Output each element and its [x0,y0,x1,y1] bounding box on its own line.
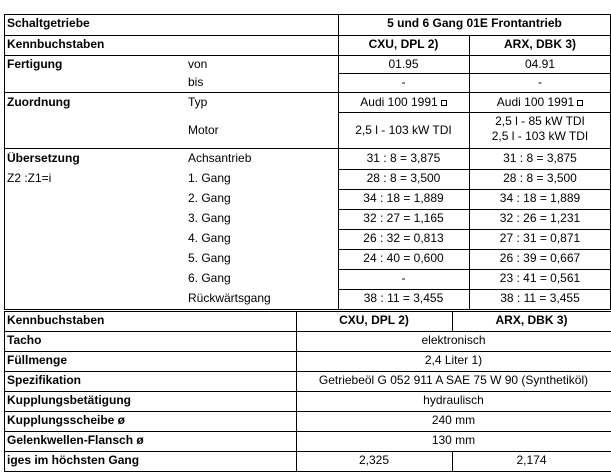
spec-row-label: Tacho [7,334,42,347]
grid-line [4,148,611,149]
grid-line [4,311,5,471]
grid-line [338,189,611,190]
grid-line [452,451,453,471]
grid-line [4,331,611,332]
zuordnung-typ-col1-text: Audi 100 1991 [360,96,438,109]
spec-row-label: Spezifikation [7,374,82,387]
ratio-col1: 24 : 40 = 0,600 [363,252,444,265]
gear-label: 6. Gang [188,272,231,285]
gear-label: Rückwärtsgang [188,292,271,305]
ratio-col1: 38 : 11 = 3,455 [363,292,444,305]
grid-line [4,14,611,15]
spec-row-value: elektronisch [421,334,486,347]
grid-line [338,112,611,113]
grid-line [4,411,611,412]
table1-header-col2: ARX, DBK 3) [503,38,576,51]
ratio-col2: 32 : 26 = 1,231 [499,212,581,225]
grid-line [4,35,611,36]
zuordnung-motor-col2-line1: 2,5 l - 85 kW TDI [495,115,585,128]
table2-header-col1: CXU, DPL 2) [339,314,409,327]
footnote-box-icon [441,100,447,106]
grid-line [4,471,611,472]
table1-header-label: Kennbuchstaben [7,38,105,51]
grid-line [469,35,470,309]
ratio-col1: 31 : 8 = 3,875 [366,152,441,165]
table1-header-col1: CXU, DPL 2) [368,38,439,51]
table2-header-col2: ARX, DBK 3) [495,314,568,327]
ratio-col2: 31 : 8 = 3,875 [503,152,577,165]
fertigung-sub-bis: bis [188,76,204,89]
grid-line [4,92,611,93]
grid-line [338,73,611,74]
gear-label: Achsantrieb [188,152,252,165]
gear-label: 2. Gang [188,192,231,205]
grid-line [4,391,611,392]
ratio-col1: 28 : 8 = 3,500 [366,172,441,185]
spec-row-value: 2,4 Liter 1) [424,354,483,367]
uebersetzung-label: Übersetzung [7,152,80,165]
spec-row-label: Kupplungsbetätigung [7,394,131,407]
zuordnung-sub-motor: Motor [188,124,219,137]
grid-line [4,451,611,452]
zuordnung-typ-col1 [338,96,469,109]
grid-line [338,209,611,210]
grid-line [338,269,611,270]
grid-line [4,55,611,56]
fertigung-sub-von: von [188,58,208,71]
table2-header-label: Kennbuchstaben [7,314,105,327]
uebersetzung-note: Z2 :Z1=i [7,172,52,185]
spec-row-value: hydraulisch [423,394,484,407]
fertigung-von-col2: 04.91 [524,58,556,71]
iges-col1: 2,325 [358,454,390,467]
spec-row-label: Gelenkwellen-Flansch ø [7,434,144,447]
ratio-col2: 34 : 18 = 1,889 [499,192,581,205]
zuordnung-sub-typ: Typ [188,96,208,109]
grid-line [4,14,5,309]
grid-line [452,311,453,331]
spec-row-label: Füllmenge [7,354,68,367]
fertigung-bis-col1: - [401,76,406,89]
zuordnung-typ-col2-text: Audi 100 1991 [496,96,575,109]
grid-line [4,311,611,312]
grid-line [4,309,611,310]
gear-label: 1. Gang [188,172,231,185]
grid-line [338,169,611,170]
ratio-col1: 32 : 27 = 1,165 [363,212,444,225]
spec-row-value: 240 mm [431,414,476,427]
grid-line [338,289,611,290]
grid-line [338,249,611,250]
fertigung-von-col1: 01.95 [388,58,419,71]
spec-row-value: 130 mm [431,434,476,447]
ratio-col1: 26 : 32 = 0,813 [363,232,444,245]
spec-row-label: Kupplungsscheibe ø [7,414,126,427]
spec-row-value: Getriebeöl G 052 911 A SAE 75 W 90 (Synthetiköl) [318,374,589,387]
table1-title: Schaltgetriebe [7,17,90,30]
zuordnung-label: Zuordnung [7,96,71,109]
iges-col2: 2,174 [516,454,547,467]
footnote-box-icon [577,100,583,106]
grid-line [296,311,297,471]
fertigung-bis-col2: - [538,76,542,89]
zuordnung-motor-col1: 2,5 l - 103 kW TDI [355,124,452,137]
table1-subtitle: 5 und 6 Gang 01E Frontantrieb [387,17,562,30]
ratio-col2: 27 : 31 = 0,871 [499,232,581,245]
ratio-col2: 28 : 8 = 3,500 [503,172,577,185]
grid-line [4,431,611,432]
grid-line [4,351,611,352]
ratio-col1: - [401,272,406,285]
grid-line [338,14,339,309]
grid-line [338,229,611,230]
gear-label: 5. Gang [188,252,231,265]
grid-line [4,371,611,372]
zuordnung-motor-col2-line2: 2,5 l - 103 kW TDI [491,130,589,143]
iges-label: iges im höchsten Gang [7,454,140,467]
ratio-col1: 34 : 18 = 1,889 [363,192,444,205]
ratio-col2: 23 : 41 = 0,561 [499,272,581,285]
zuordnung-typ-col2 [469,96,611,109]
ratio-col2: 26 : 39 = 0,667 [499,252,581,265]
gear-label: 3. Gang [188,212,231,225]
fertigung-label: Fertigung [7,58,63,71]
ratio-col2: 38 : 11 = 3,455 [500,292,580,305]
gear-label: 4. Gang [188,232,231,245]
